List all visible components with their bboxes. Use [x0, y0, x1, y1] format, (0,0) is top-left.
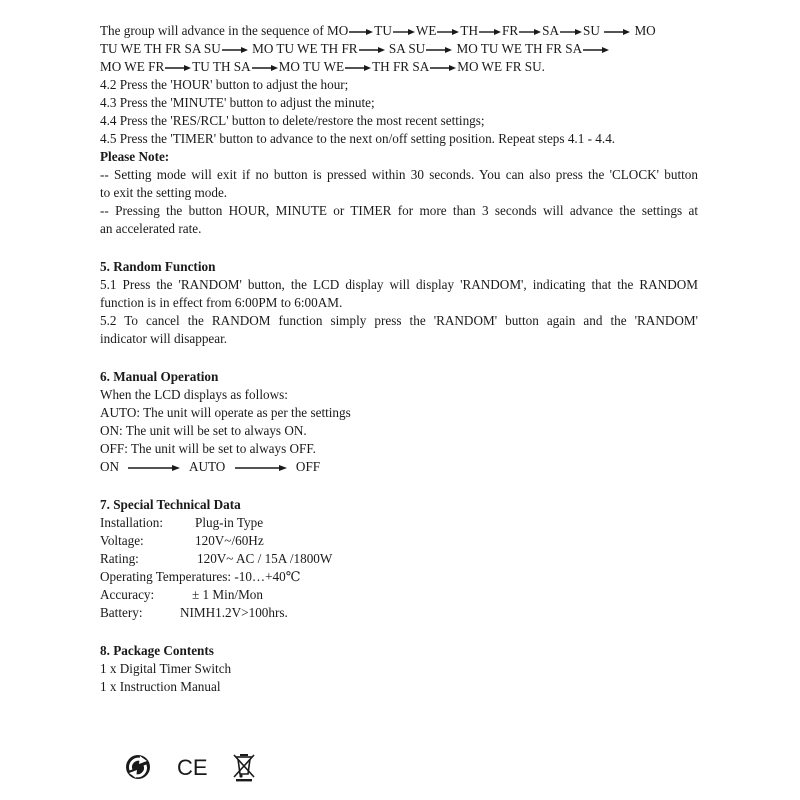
spec-row	[100, 568, 300, 586]
spec-label: Installation:	[100, 515, 163, 530]
arrow-right-icon	[426, 46, 452, 54]
spec-row	[100, 514, 500, 532]
group-4: MO TU WE TH FR SA	[456, 41, 583, 56]
arrow-right-icon	[165, 64, 191, 72]
manual-line-4: OFF: The unit will be set to always OFF.	[100, 441, 316, 456]
spec-label: Rating:	[100, 551, 139, 566]
note-line-1: -- Setting mode will exit if no button is pressed within 30 seconds. You can also press the 'CLOCK' button	[100, 167, 698, 182]
spec-label: Battery:	[100, 605, 143, 620]
spec-label: Voltage:	[100, 533, 144, 548]
day-fr: FR	[502, 23, 519, 38]
step-4-5: 4.5 Press the 'TIMER' button to advance to the next on/off setting position. Repeat steps 4.1 - 4.4.	[100, 131, 616, 146]
sequence-line-2	[100, 40, 610, 58]
spec-row	[100, 550, 500, 568]
spec-label: Accuracy:	[100, 587, 155, 602]
spec-value: 120V~/60Hz	[195, 533, 264, 548]
ce-mark-icon	[176, 752, 210, 782]
cycle-on: ON	[100, 459, 120, 474]
group-3: SA SU	[388, 41, 426, 56]
sequence-line-3	[100, 58, 545, 76]
arrow-right-icon	[235, 464, 287, 472]
day-tu: TU	[374, 23, 392, 38]
arrow-right-icon	[128, 464, 180, 472]
group-2: MO TU WE TH FR	[252, 41, 358, 56]
package-item: 1 x Instruction Manual	[100, 679, 221, 694]
arrow-right-icon	[560, 28, 582, 36]
package-item: 1 x Digital Timer Switch	[100, 661, 232, 676]
note-line-4: an accelerated rate.	[100, 221, 202, 236]
arrow-right-icon	[479, 28, 501, 36]
arrow-right-icon	[519, 28, 541, 36]
arrow-right-icon	[393, 28, 415, 36]
arrow-right-icon	[604, 28, 630, 36]
group-6: TU TH SA	[192, 59, 251, 74]
group-9: MO WE FR SU.	[457, 59, 545, 74]
spec-value: ± 1 Min/Mon	[192, 587, 263, 602]
cycle-auto: AUTO	[188, 459, 226, 474]
note-line-3: -- Pressing the button HOUR, MINUTE or TIMER for more than 3 seconds will advance the settings at	[100, 203, 698, 218]
note-line-2: to exit the setting mode.	[100, 185, 228, 200]
manual-line-1: When the LCD displays as follows:	[100, 387, 288, 402]
arrow-right-icon	[437, 28, 459, 36]
group-8: TH FR SA	[372, 59, 430, 74]
package-heading: 8. Package Contents	[100, 643, 214, 658]
arrow-right-icon	[430, 64, 456, 72]
spec-row	[100, 586, 500, 604]
random-line-1: 5.1 Press the 'RANDOM' button, the LCD display will display 'RANDOM', indicating that the RANDOM	[100, 277, 698, 292]
step-4-2: 4.2 Press the 'HOUR' button to adjust the hour;	[100, 77, 349, 92]
cycle-off: OFF	[295, 459, 321, 474]
manual-heading: 6. Manual Operation	[100, 369, 219, 384]
day-mo-2: MO	[634, 23, 656, 38]
spec-row	[100, 604, 500, 622]
note-heading: Please Note:	[100, 149, 170, 164]
day-sa: SA	[542, 23, 559, 38]
arrow-right-icon	[252, 64, 278, 72]
spec-value: 120V~ AC / 15A /1800W	[197, 551, 333, 566]
arrow-right-icon	[349, 28, 373, 36]
manual-cycle	[100, 458, 320, 476]
spec-row	[100, 532, 500, 550]
sequence-intro: The group will advance in the sequence of	[100, 23, 324, 38]
arrow-right-icon	[359, 46, 385, 54]
day-we: WE	[415, 23, 437, 38]
arrow-right-icon	[583, 46, 609, 54]
day-mo: MO	[327, 23, 349, 38]
recycle-icon	[122, 752, 154, 782]
random-line-2: function is in effect from 6:00PM to 6:00AM.	[100, 295, 343, 310]
spec-label: Operating Temperatures:	[100, 569, 232, 584]
step-4-3: 4.3 Press the 'MINUTE' button to adjust the minute;	[100, 95, 375, 110]
random-line-4: indicator will disappear.	[100, 331, 228, 346]
random-line-3: 5.2 To cancel the RANDOM function simply press the 'RANDOM' button again and the 'RANDOM'	[100, 313, 698, 328]
group-7: MO TU WE	[278, 59, 345, 74]
arrow-right-icon	[222, 46, 248, 54]
specs-heading: 7. Special Technical Data	[100, 497, 241, 512]
random-heading: 5. Random Function	[100, 259, 216, 274]
manual-line-3: ON: The unit will be set to always ON.	[100, 423, 307, 438]
day-su: SU	[583, 23, 600, 38]
sequence-line-1	[100, 22, 656, 40]
group-1: TU WE TH FR SA SU	[100, 41, 221, 56]
ce-mark-text: CE	[177, 755, 208, 780]
spec-value: NIMH1.2V>100hrs.	[180, 605, 288, 620]
spec-value: -10…+40℃	[234, 569, 301, 584]
arrow-right-icon	[345, 64, 371, 72]
step-4-4: 4.4 Press the 'RES/RCL' button to delete/restore the most recent settings;	[100, 113, 485, 128]
group-5: MO WE FR	[100, 59, 165, 74]
manual-line-2: AUTO: The unit will operate as per the settings	[100, 405, 351, 420]
spec-value: Plug-in Type	[195, 515, 264, 530]
crossed-bin-icon	[232, 752, 258, 782]
day-th: TH	[460, 23, 478, 38]
